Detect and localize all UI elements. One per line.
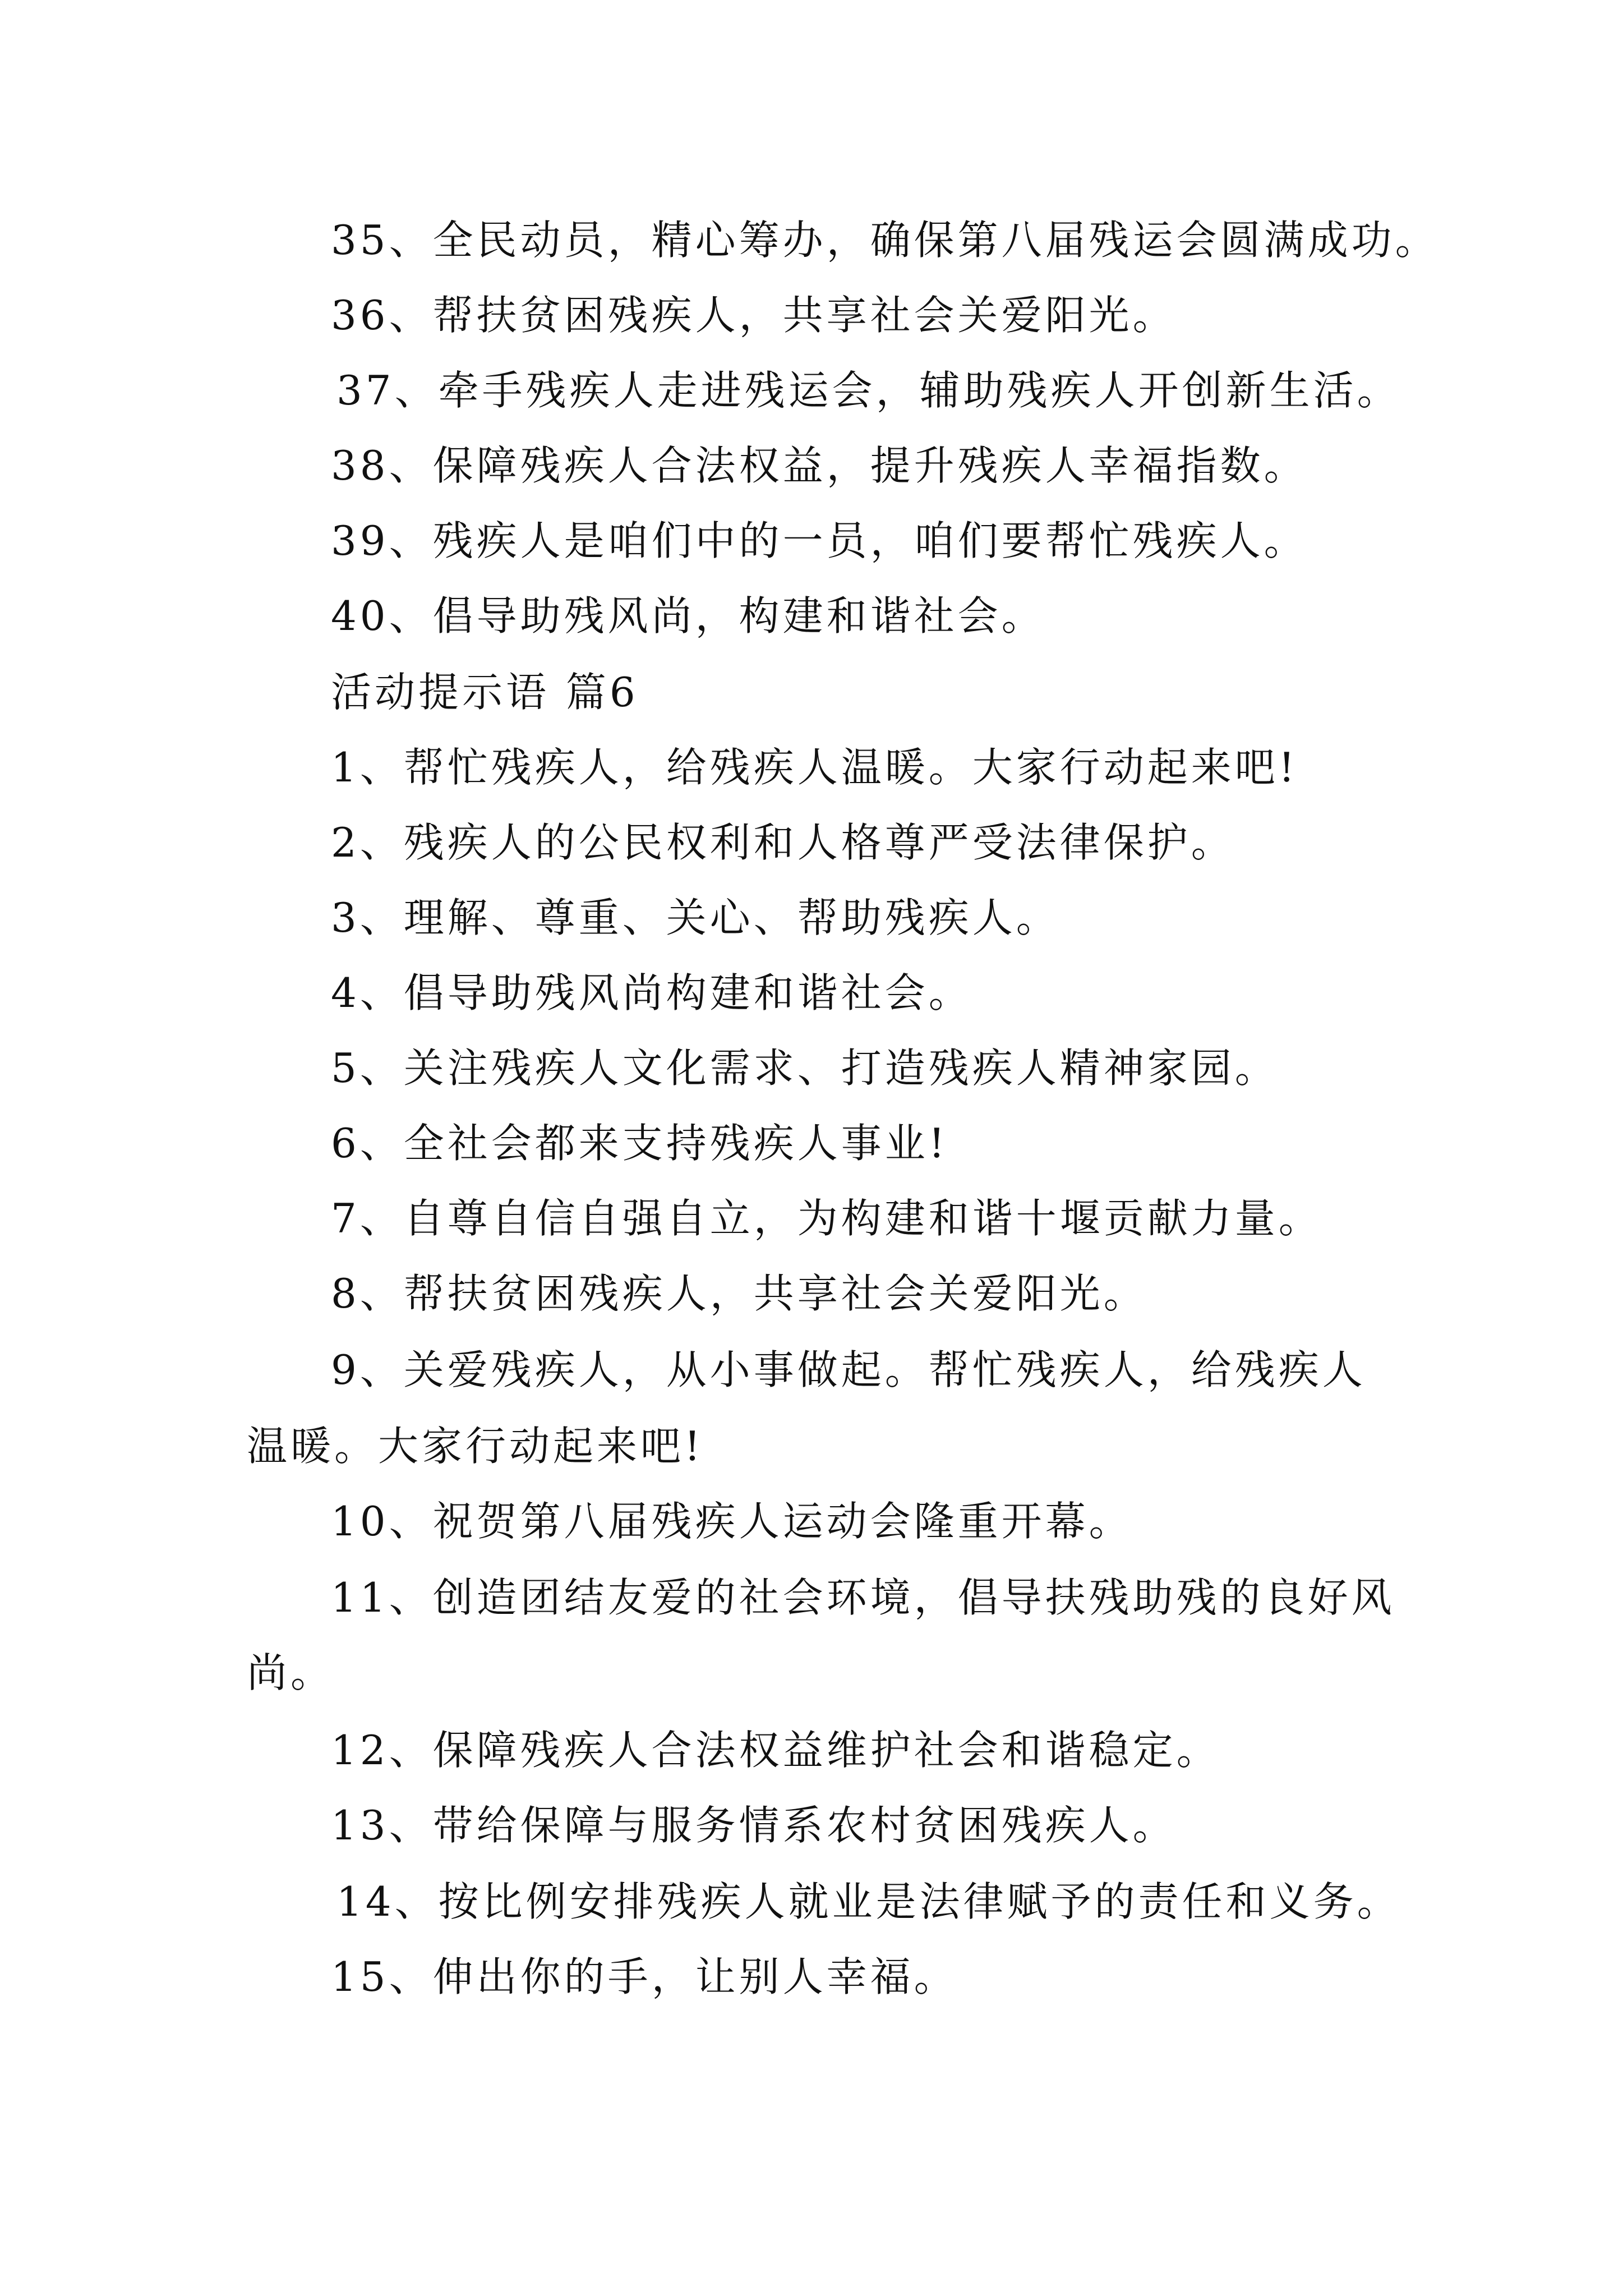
text-line: 8、帮扶贫困残疾人，共享社会关爱阳光。 bbox=[331, 1270, 1147, 1317]
text-line: 36、帮扶贫困残疾人，共享社会关爱阳光。 bbox=[331, 292, 1177, 339]
text-line: 12、保障残疾人合法权益维护社会和谐稳定。 bbox=[331, 1727, 1220, 1774]
section-heading: 活动提示语 篇6 bbox=[331, 669, 639, 716]
text-line: 5、关注残疾人文化需求、打造残疾人精神家园。 bbox=[331, 1045, 1279, 1092]
text-line: 7、自尊自信自强自立，为构建和谐十堰贡献力量。 bbox=[331, 1195, 1322, 1242]
text-line: 2、残疾人的公民权利和人格尊严受法律保护。 bbox=[331, 819, 1235, 866]
text-line-continuation: 温暖。大家行动起来吧! bbox=[247, 1423, 704, 1470]
text-line: 37、牵手残疾人走进残运会，辅助残疾人开创新生活。 bbox=[336, 367, 1401, 414]
text-line-continuation: 尚。 bbox=[247, 1649, 335, 1696]
text-line: 1、帮忙残疾人，给残疾人温暖。大家行动起来吧! bbox=[331, 744, 1298, 791]
text-line: 39、残疾人是咱们中的一员，咱们要帮忙残疾人。 bbox=[331, 517, 1308, 564]
text-line: 6、全社会都来支持残疾人事业! bbox=[331, 1120, 948, 1167]
text-line: 40、倡导助残风尚，构建和谐社会。 bbox=[331, 592, 1045, 639]
text-line: 10、祝贺第八届残疾人运动会隆重开幕。 bbox=[331, 1498, 1133, 1545]
text-line: 9、关爱残疾人，从小事做起。帮忙残疾人，给残疾人 bbox=[331, 1346, 1366, 1393]
text-line: 13、带给保障与服务情系农村贫困残疾人。 bbox=[331, 1802, 1177, 1849]
text-line: 35、全民动员，精心筹办，确保第八届残运会圆满成功。 bbox=[331, 217, 1439, 264]
text-line: 15、伸出你的手，让别人幸福。 bbox=[331, 1953, 958, 2000]
text-line: 11、创造团结友爱的社会环境，倡导扶残助残的良好风 bbox=[331, 1574, 1395, 1621]
text-line: 4、倡导助残风尚构建和谐社会。 bbox=[331, 969, 972, 1016]
text-line: 14、按比例安排残疾人就业是法律赋予的责任和义务。 bbox=[336, 1878, 1401, 1925]
text-line: 38、保障残疾人合法权益，提升残疾人幸福指数。 bbox=[331, 442, 1308, 489]
text-line: 3、理解、尊重、关心、帮助残疾人。 bbox=[331, 894, 1060, 941]
